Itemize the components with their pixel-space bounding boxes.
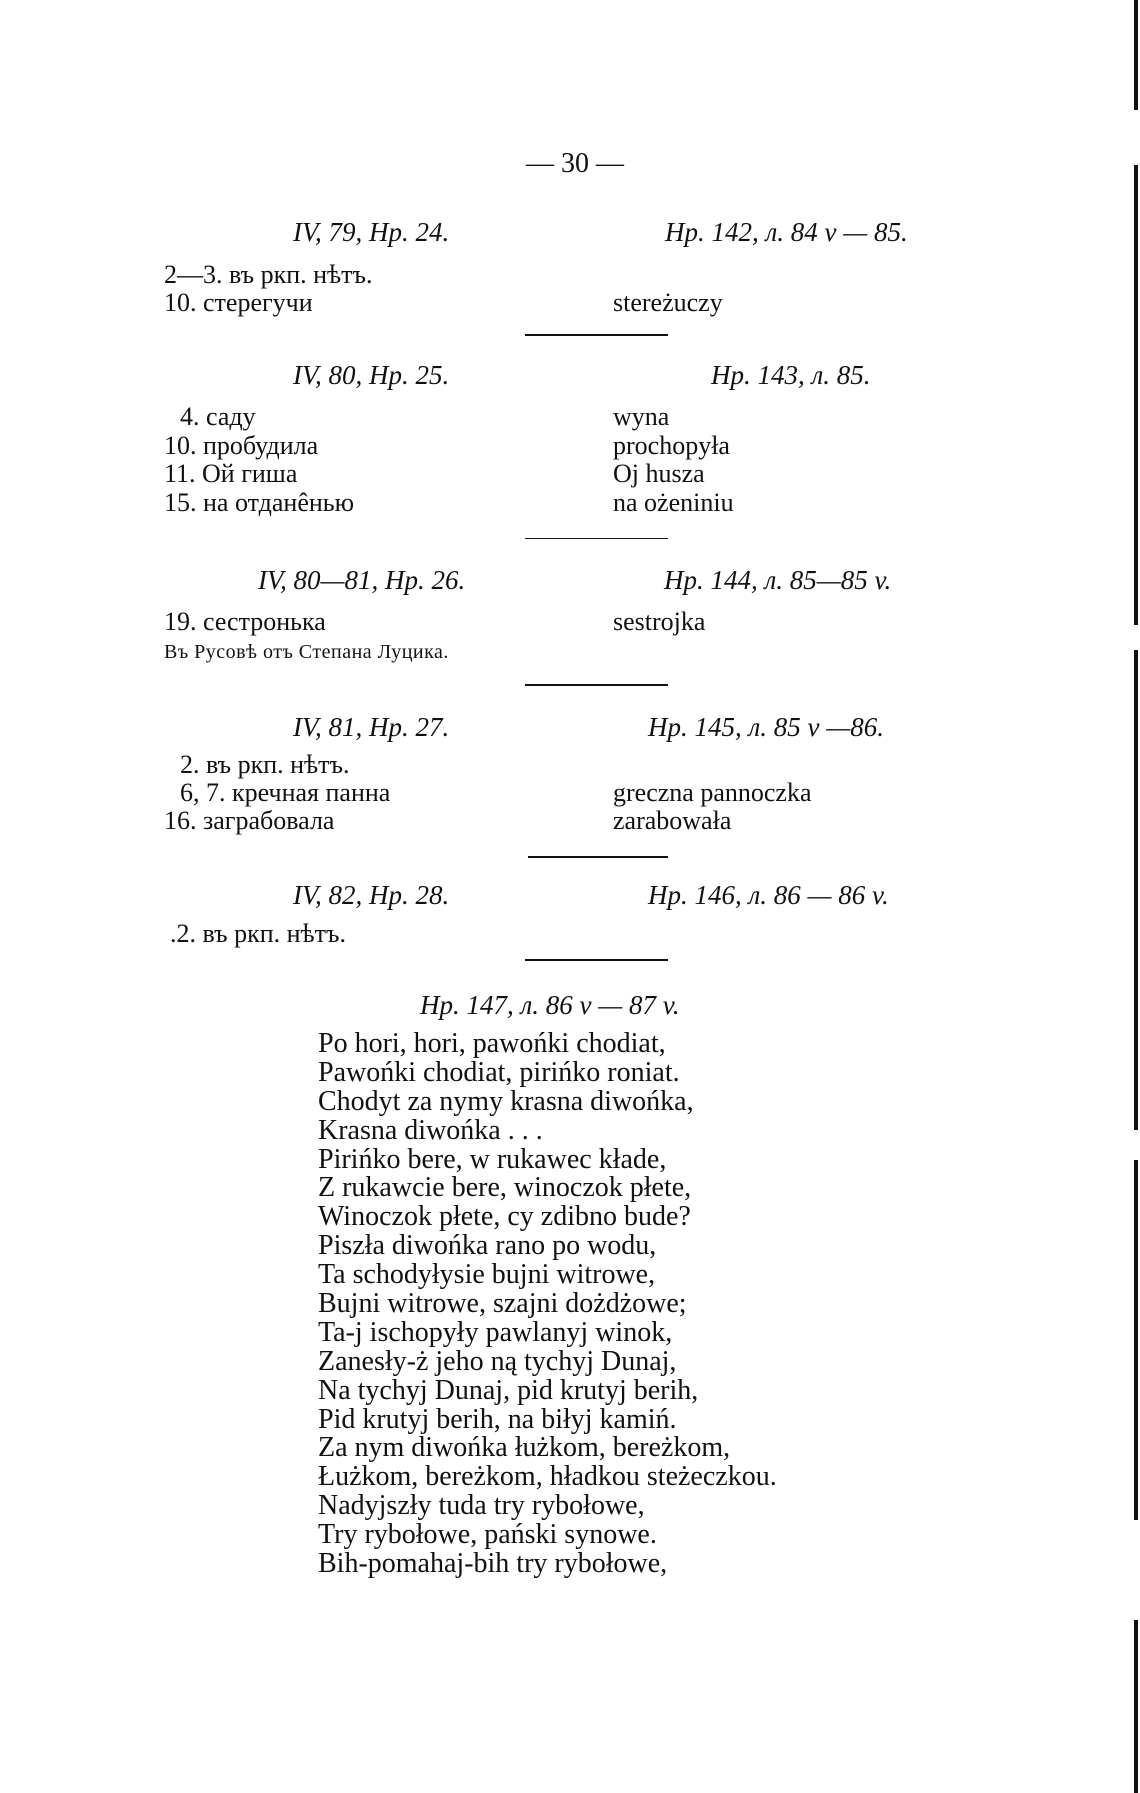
poem-line: Piszła diwońka rano po wodu, (318, 1230, 657, 1262)
section-4-row-1-left: 2. въ ркп. нѣтъ. (180, 750, 350, 779)
poem-header: Hp. 147, л. 86 v — 87 v. (420, 990, 680, 1020)
section-2-left-header: IV, 80, Hp. 25. (293, 360, 450, 390)
poem-line: Ta schodyłysie bujni witrowe, (318, 1259, 656, 1291)
poem-line: Bujni witrowe, szajni dożdżowe; (318, 1288, 687, 1320)
poem-line: Ta-j ischopyły pawlanyj winok, (318, 1316, 673, 1348)
poem-line: Winoczok płete, cy zdibno bude? (318, 1201, 691, 1233)
section-2-row-2-left: 10. пробудила (164, 431, 319, 460)
poem-line: Pid krutyj berih, na biłyj kamiń. (318, 1403, 677, 1435)
section-3-row-1-right: sestrojka (613, 607, 706, 636)
section-divider (528, 856, 668, 858)
section-3-row-1-left: 19. сестронька (164, 607, 326, 636)
section-2-row-4-left: 15. на отданêнью (164, 488, 355, 517)
section-4-row-3-left: 16. заграбовала (164, 806, 335, 835)
section-3-right-header: Hp. 144, л. 85—85 v. (664, 565, 892, 595)
section-5-right-header: Hp. 146, л. 86 — 86 v. (648, 880, 889, 910)
section-2-row-4-right: na ożeniniu (613, 488, 734, 517)
section-4-row-2-right: greczna pannoczka (613, 778, 812, 807)
poem-line: Na tychyj Dunaj, pid krutyj berih, (318, 1374, 699, 1406)
section-divider (525, 538, 668, 539)
poem-line: Nadyjszły tuda try rybołowe, (318, 1490, 645, 1522)
section-1-row-1-left: 2—3. въ ркп. нѣтъ. (164, 260, 373, 289)
poem-line: Łużkom, bereżkom, hładkou steżeczkou. (318, 1461, 777, 1493)
section-1-left-header: IV, 79, Hp. 24. (293, 217, 450, 247)
section-2-row-2-right: prochopyła (613, 431, 730, 460)
section-2-right-header: Hp. 143, л. 85. (711, 360, 871, 390)
section-3-left-header: IV, 80—81, Hp. 26. (258, 565, 466, 595)
section-1-row-2-left: 10. стерегучи (164, 288, 313, 317)
poem-line: Z rukawcie bere, winoczok płete, (318, 1172, 692, 1204)
poem-line: Za nym diwońka łużkom, bereżkom, (318, 1432, 731, 1464)
page-edge-scan-marks (1134, 0, 1140, 1793)
section-2-row-1-left: 4. саду (180, 402, 256, 431)
poem-line: Chodyt za nymy krasna diwońka, (318, 1085, 694, 1117)
section-2-row-1-right: wyna (613, 402, 670, 431)
section-5-row-1-left: .2. въ ркп. нѣтъ. (170, 919, 346, 948)
poem-line: Try rybołowe, pański synowe. (318, 1519, 657, 1551)
section-4-left-header: IV, 81, Hp. 27. (293, 712, 450, 742)
page-number: — 30 — (526, 148, 624, 179)
poem-line: Bih-pomahaj-bih try rybołowe, (318, 1548, 668, 1580)
section-divider (525, 684, 668, 686)
poem-line: Krasna diwońka . . . (318, 1114, 543, 1146)
poem-line: Pawońki chodiat, pirińko roniat. (318, 1056, 680, 1088)
section-divider (525, 334, 668, 336)
section-divider (525, 959, 668, 961)
section-5-left-header: IV, 82, Hp. 28. (293, 880, 450, 910)
poem-line: Pirińko bere, w rukawec kłade, (318, 1143, 667, 1175)
section-4-right-header: Hp. 145, л. 85 v —86. (648, 712, 885, 742)
section-2-row-3-left: 11. Ой гиша (164, 459, 298, 488)
section-1-row-2-right: stereżuczy (613, 288, 723, 317)
section-2-row-3-right: Oj husza (613, 459, 705, 488)
poem (318, 1030, 777, 1579)
poem-line: Po hori, hori, pawońki chodiat, (318, 1028, 666, 1059)
poem-line: Zanesły-ż jeho ną tychyj Dunaj, (318, 1345, 677, 1377)
section-4-row-3-right: zarabowała (613, 806, 732, 835)
section-1-right-header: Hp. 142, л. 84 v — 85. (665, 217, 908, 247)
section-3-note: Въ Русовѣ отъ Степана Луцика. (164, 641, 449, 663)
section-4-row-2-left: 6, 7. кречная панна (180, 778, 391, 807)
